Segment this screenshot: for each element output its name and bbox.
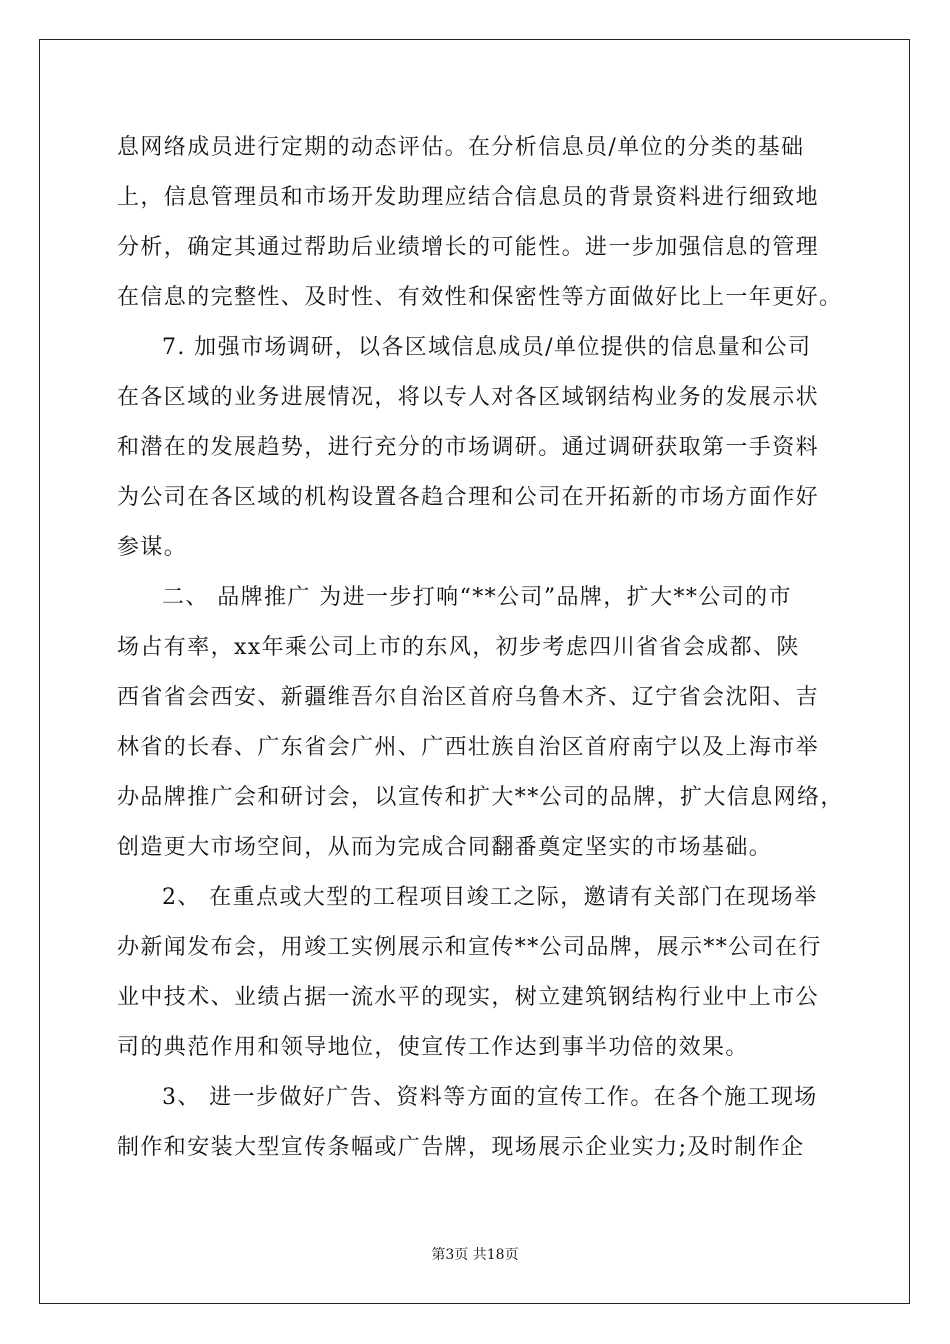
text-line: 在信息的完整性、及时性、有效性和保密性等方面做好比上一年更好。 <box>117 285 843 310</box>
text-line: 3、 进一步做好广告、资料等方面的宣传工作。在各个施工现场 <box>162 1085 818 1110</box>
text-line: 业中技术、业绩占据一流水平的现实，树立建筑钢结构行业中上市公 <box>117 985 820 1010</box>
text-line: 7. 加强市场调研，以各区域信息成员/单位提供的信息量和公司 <box>162 335 812 360</box>
text-line: 司的典范作用和领导地位，使宣传工作达到事半功倍的效果。 <box>117 1035 749 1060</box>
text-line: 和潜在的发展趋势，进行充分的市场调研。通过调研获取第一手资料 <box>117 435 820 460</box>
text-line: 西省省会西安、新疆维吾尔自治区首府乌鲁木齐、辽宁省会沈阳、吉 <box>117 685 820 710</box>
text-line: 办品牌推广会和研讨会，以宣传和扩大**公司的品牌，扩大信息网络， <box>117 785 844 810</box>
text-line: 2、 在重点或大型的工程项目竣工之际，邀请有关部门在现场举 <box>162 885 818 910</box>
page-number-footer: 第3页 共18页 <box>431 1247 519 1263</box>
text-line: 场占有率，xx年乘公司上市的东风，初步考虑四川省省会成都、陕 <box>117 635 800 660</box>
text-line: 息网络成员进行定期的动态评估。在分析信息员/单位的分类的基础 <box>117 135 805 160</box>
page-border <box>39 39 910 1304</box>
text-line: 办新闻发布会，用竣工实例展示和宣传**公司品牌，展示**公司在行 <box>117 935 822 960</box>
text-line: 参谋。 <box>117 535 188 560</box>
text-line: 分析，确定其通过帮助后业绩增长的可能性。进一步加强信息的管理 <box>117 235 820 260</box>
section-heading-line: 二、 品牌推广 为进一步打响“**公司”品牌，扩大**公司的市 <box>162 585 792 610</box>
text-line: 创造更大市场空间，从而为完成合同翻番奠定坚实的市场基础。 <box>117 835 773 860</box>
text-line: 为公司在各区域的机构设置各趋合理和公司在开拓新的市场方面作好 <box>117 485 820 510</box>
text-line: 在各区域的业务进展情况，将以专人对各区域钢结构业务的发展示状 <box>117 385 820 410</box>
text-line: 林省的长春、广东省会广州、广西壮族自治区首府南宁以及上海市举 <box>117 735 820 760</box>
text-line: 上，信息管理员和市场开发助理应结合信息员的背景资料进行细致地 <box>117 185 820 210</box>
text-line: 制作和安装大型宣传条幅或广告牌，现场展示企业实力;及时制作企 <box>117 1135 805 1160</box>
